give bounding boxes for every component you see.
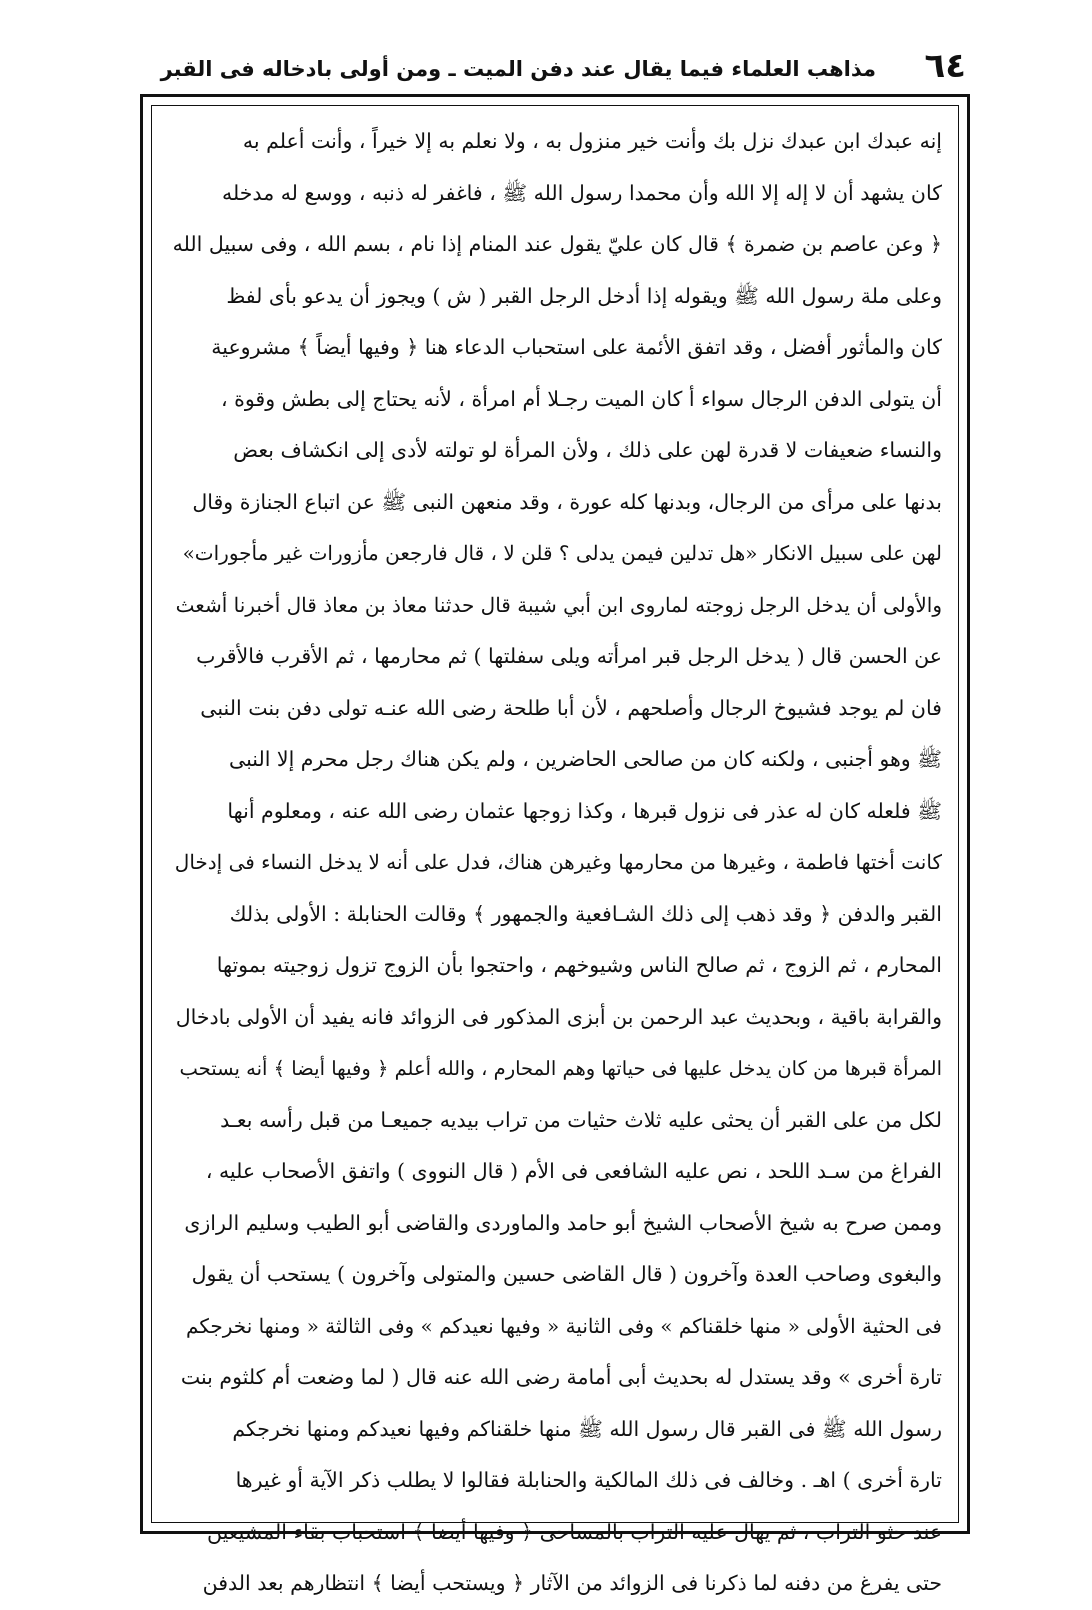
text-line: القبر والدفن ﴿ وقد ذهب إلى ذلك الشـافعية والجمهور ﴾ وقالت الحنابلة : الأولى بذلك bbox=[229, 901, 942, 926]
text-line: ﷺ فلعله كان له عذر فى نزول قبرها ، وكذا زوجها عثمان رضى الله عنه ، ومعلوم أنها bbox=[227, 798, 942, 823]
text-line: فان لم يوجد فشيوخ الرجال وأصلحهم ، لأن أبا طلحة رضى الله عنـه تولى دفن بنت النبى bbox=[200, 695, 942, 720]
text-line: والأولى أن يدخل الرجل زوجته لماروى ابن أبي شيبة قال حدثنا معاذ بن معاذ قال أخبرنا أشعث bbox=[175, 592, 942, 617]
page-number: ٦٤ bbox=[924, 46, 966, 86]
text-line: ﴿ وعن عاصم بن ضمرة ﴾ قال كان عليّ يقول عند المنام إذا نام ، بسم الله ، وفى سبيل الله bbox=[172, 232, 942, 256]
page-header bbox=[150, 44, 966, 94]
text-line: تارة أخرى ) اهـ . وخالف فى ذلك المالكية والحنابلة فقالوا لا يطلب ذكر الآية أو غيرها bbox=[235, 1468, 942, 1492]
text-line: بدنها على مرأى من الرجال، وبدنها كله عورة ، وقد منعهن النبى ﷺ عن اتباع الجنازة وقال bbox=[192, 489, 942, 514]
text-line: والنساء ضعيفات لا قدرة لهن على ذلك ، ولأن المرأة لو تولته لأدى إلى انكشاف بعض bbox=[233, 438, 942, 462]
text-line: فى الحثية الأولى « منها خلقناكم » وفى الثانية « وفيها نعيدكم » وفى الثالثة « ومنها نخرجكم bbox=[186, 1313, 942, 1338]
text-line: الفراغ من سـد اللحد ، نص عليه الشافعى فى الأم ( قال النووى ) واتفق الأصحاب عليه ، bbox=[205, 1159, 942, 1183]
text-line: كانت أختها فاطمة ، وغيرها من محارمها وغيرهن هناك، فدل على أنه لا يدخل النساء فى إدخال bbox=[174, 850, 942, 874]
text-line: كان والمأثور أفضل ، وقد اتفق الأئمة على استحباب الدعاء هنا ﴿ وفيها أيضاً ﴾ مشروعية bbox=[211, 335, 942, 359]
text-line: حتى يفرغ من دفنه لما ذكرنا فى الزوائد من الآثار ﴿ ويستحب أيضا ﴾ انتظارهم بعد الدفن bbox=[202, 1571, 942, 1595]
text-line: وممن صرح به شيخ الأصحاب الشيخ أبو حامد والماوردى والقاضى أبو الطيب وسليم الرازى bbox=[184, 1210, 942, 1235]
text-line: ﷺ وهو أجنبى ، ولكنه كان من صالحى الحاضرين ، ولم يكن هناك رجل محرم إلا النبى bbox=[228, 747, 942, 771]
running-title: مذاهب العلماء فيما يقال عند دفن الميت ـ ومن أولى بادخاله فى القبر bbox=[160, 57, 876, 81]
text-line: المحارم ، ثم الزوج ، ثم صالح الناس وشيوخهم ، واحتجوا بأن الزوج تزول زوجيته بموتها bbox=[216, 953, 942, 977]
text-line: عن الحسن قال ( يدخل الرجل قبر امرأته ويلى سفلتها ) ثم محارمها ، ثم الأقرب فالأقرب bbox=[196, 644, 942, 668]
body-text bbox=[172, 116, 942, 1610]
text-line: كان يشهد أن لا إله إلا الله وأن محمدا رسول الله ﷺ ، فاغفر له ذنبه ، ووسع له مدخله bbox=[221, 180, 942, 205]
text-line: والبغوى وصاحب العدة وآخرون ( قال القاضى حسين والمتولى وآخرون ) يستحب أن يقول bbox=[191, 1262, 942, 1286]
text-line: المرأة قبرها من كان يدخل عليها فى حياتها وهم المحارم ، والله أعلم ﴿ وفيها أيضا ﴾ أنه يستحب bbox=[179, 1057, 942, 1080]
text-line: تارة أخرى » وقد يستدل له بحديث أبى أمامة رضى الله عنه قال ( لما وضعت أم كلثوم بنت bbox=[180, 1365, 942, 1389]
text-line: عند حثو التراب ، ثم يهال عليه التراب بالمساحى ﴿ وفيها أيضا ﴾ استحباب بقاء المشيعين bbox=[207, 1519, 942, 1544]
text-line: لكل من على القبر أن يحثى عليه ثلاث حثيات من تراب بيديه جميعـا من قبل رأسه بعـد bbox=[220, 1107, 942, 1132]
text-line: إنه عبدك ابن عبدك نزل بك وأنت خير منزول به ، ولا نعلم به إلا خيراً ، وأنت أعلم به bbox=[242, 129, 942, 153]
text-line: والقرابة باقية ، وبحديث عبد الرحمن بن أبزى المذكور فى الزوائد فانه يفيد أن الأولى بادخال bbox=[175, 1004, 942, 1029]
text-line: وعلى ملة رسول الله ﷺ ويقوله إذا أدخل الرجل القبر ( ش ) ويجوز أن يدعو بأى لفظ bbox=[226, 283, 942, 308]
text-line: لهن على سبيل الانكار «هل تدلين فيمن يدلى ؟ قلن لا ، قال فارجعن مأزورات غير مأجورات» bbox=[182, 541, 942, 565]
text-line: أن يتولى الدفن الرجال سواء أ كان الميت رجـلا أم امرأة ، لأنه يحتاج إلى بطش وقوة ، bbox=[220, 386, 942, 411]
text-line: رسول الله ﷺ فى القبر قال رسول الله ﷺ منها خلقناكم وفيها نعيدكم ومنها نخرجكم bbox=[232, 1416, 942, 1441]
